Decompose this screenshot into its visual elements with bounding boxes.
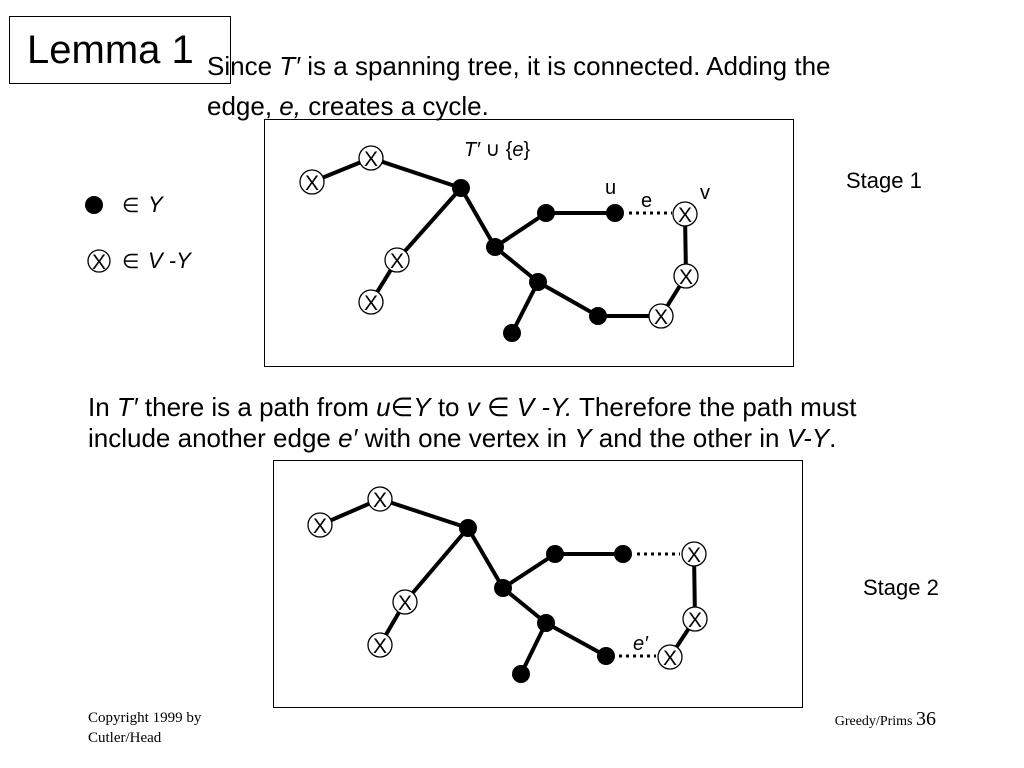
y-vertex xyxy=(486,238,504,256)
edge xyxy=(503,554,555,588)
x-vertex xyxy=(300,170,324,195)
intro-line-2: edge, e, creates a cycle. xyxy=(207,91,489,121)
slide-title: Lemma 1 xyxy=(27,28,194,72)
x-vertex xyxy=(385,248,409,273)
y-vertex xyxy=(452,179,470,197)
svg-text:X: X xyxy=(312,515,328,538)
y-vertex xyxy=(597,647,615,665)
edge xyxy=(546,623,606,656)
x-vertex xyxy=(359,290,383,315)
y-vertex xyxy=(537,204,555,222)
edge-e-label: e xyxy=(641,190,653,212)
svg-text:X: X xyxy=(363,292,379,315)
svg-text:X: X xyxy=(389,250,405,273)
x-vertex-v xyxy=(673,202,697,227)
x-vertex xyxy=(683,607,707,632)
svg-text:X: X xyxy=(687,609,703,632)
legend-y-label: Y xyxy=(148,192,163,217)
y-vertex xyxy=(537,614,555,632)
y-vertex xyxy=(503,324,521,342)
svg-text:X: X xyxy=(662,647,678,670)
y-vertex xyxy=(589,307,607,325)
svg-text:X: X xyxy=(304,172,320,195)
x-vertex xyxy=(308,513,332,538)
x-vertex xyxy=(649,304,673,329)
vertex-v-label: v xyxy=(700,182,710,204)
edge xyxy=(405,528,468,602)
middle-paragraph xyxy=(88,392,988,454)
legend-x-glyph: X xyxy=(91,251,107,274)
slide-footer xyxy=(835,708,936,731)
edge xyxy=(371,158,461,188)
legend-vy-label: V -Y xyxy=(148,248,191,273)
y-vertex xyxy=(546,545,564,563)
x-vertex xyxy=(368,633,392,658)
legend xyxy=(80,185,220,285)
legend-y-dot xyxy=(85,196,103,214)
x-vertex xyxy=(359,146,383,171)
y-vertex xyxy=(494,579,512,597)
copyright: Copyright 1999 by Cutler/Head xyxy=(88,710,202,746)
y-vertex xyxy=(529,273,547,291)
svg-text:X: X xyxy=(363,148,379,171)
x-vertex xyxy=(393,590,417,615)
x-vertex xyxy=(674,264,698,289)
legend-vy-in-symbol: ∈ xyxy=(122,251,140,273)
stage2-diagram xyxy=(273,460,804,709)
y-vertex xyxy=(614,545,632,563)
stage2-label: Stage 2 xyxy=(863,575,939,600)
edge xyxy=(461,188,495,247)
svg-text:X: X xyxy=(653,306,669,329)
stage2-frame xyxy=(274,461,803,708)
stage1-diagram xyxy=(264,119,795,368)
middle-line-1: In T′ there is a path from u∈Y to v ∈ V -Y. Therefore the path must xyxy=(88,392,857,422)
y-vertex xyxy=(512,665,530,683)
svg-text:X: X xyxy=(686,544,702,567)
edge-e-symbol: e, xyxy=(279,91,301,121)
edge xyxy=(495,213,546,247)
svg-text:X: X xyxy=(372,635,388,658)
stage1-label: Stage 1 xyxy=(846,168,922,193)
x-vertex xyxy=(658,645,682,670)
x-vertex xyxy=(368,487,392,512)
x-vertex xyxy=(682,542,706,567)
deck-name: Greedy/Prims xyxy=(834,714,913,729)
stage1-caption: T′ ∪ {e} xyxy=(464,139,531,161)
edge xyxy=(397,188,461,260)
t-prime-symbol: T′ xyxy=(279,51,301,81)
middle-line-2: include another edge e′ with one vertex in Y and the other in V-Y. xyxy=(88,423,837,453)
edge xyxy=(380,499,468,528)
intro-line-1: Since T′ is a spanning tree, it is connected. Adding the xyxy=(207,51,831,81)
edge-e-prime-label: e′ xyxy=(633,633,648,655)
vertex-u-label: u xyxy=(605,177,617,199)
svg-text:X: X xyxy=(397,592,413,615)
edge xyxy=(538,282,598,316)
svg-text:X: X xyxy=(372,489,388,512)
page-number: 36 xyxy=(916,708,936,730)
svg-text:X: X xyxy=(677,204,693,227)
intro-paragraph xyxy=(207,46,927,126)
svg-text:X: X xyxy=(678,266,694,289)
y-vertex xyxy=(459,519,477,537)
legend-y-in-symbol: ∈ xyxy=(122,195,140,217)
y-vertex-u xyxy=(606,204,624,222)
edge xyxy=(468,528,503,588)
